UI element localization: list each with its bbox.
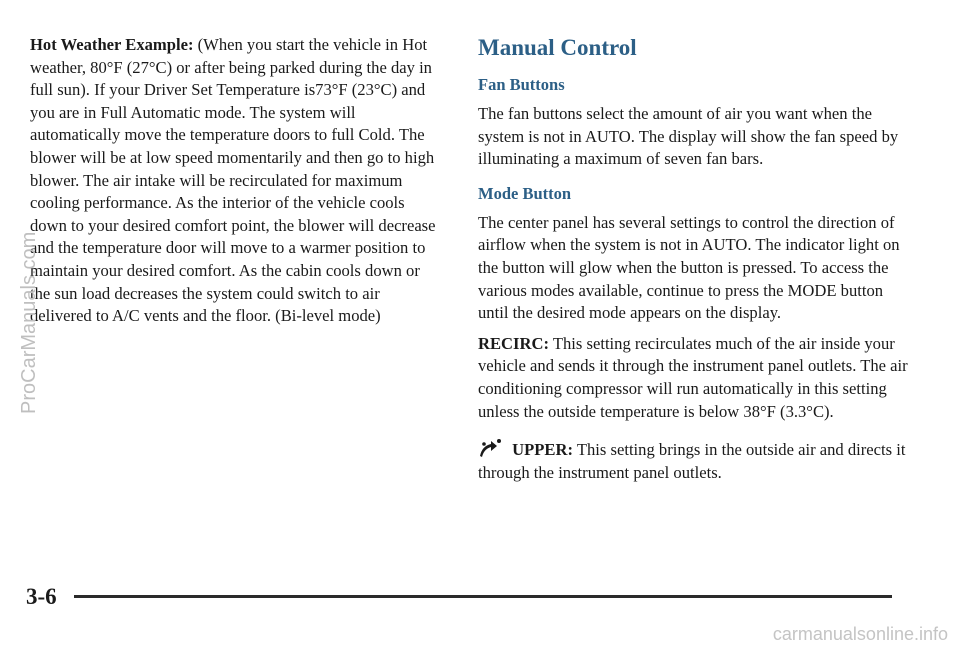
page-number: 3-6 (26, 584, 57, 609)
upper-paragraph (478, 437, 908, 484)
mode-button-paragraph: The center panel has several settings to control the direction of airflow when the system is not in AUTO. The indicator light on the button will glow when the button is pressed. To access the various modes available, continue to press the MODE button until the desired mode appears on the display. (478, 212, 900, 323)
right-column (478, 34, 908, 484)
manual-control-heading: Manual Control (478, 35, 637, 60)
upper-lead: UPPER: (512, 440, 573, 460)
fan-buttons-paragraph: The fan buttons select the amount of air you want when the system is not in AUTO. The display will show the fan speed by illuminating a maximum of seven fan bars. (478, 104, 899, 169)
hot-weather-paragraph (30, 34, 440, 328)
recirc-body: This setting recirculates much of the air inside your vehicle and sends it through the instrument panel outlets. The air conditioning compressor will run automatically in this setting unless the outside temperature is below 38°F (3.3°C). (478, 333, 908, 421)
upper-vent-icon (478, 437, 504, 459)
left-column (30, 34, 440, 328)
bottom-watermark: carmanualsonline.info (772, 624, 948, 644)
hot-weather-body: (When you start the vehicle in Hot weather, 80°F (27°C) or after being parked during the day in full sun). If your Driver Set Temperature is73°F (23°C) and you are in Full Automatic mode. The system will automatically move the temperature doors to full Cold. The blower will be at low speed momentarily and then go to high blower. The air intake will be recirculated for maximum cooling performance. As the interior of the vehicle cools down to your desired comfort point, the blower will decrease and the temperature door will move to a warmer position to maintain your desired comfort. As the cabin cools down or the sun load decreases the system could switch to air delivered to A/C vents and the floor. (Bi-level mode) (30, 35, 436, 326)
mode-button-heading: Mode Button (478, 183, 572, 203)
hot-weather-lead: Hot Weather Example: (30, 35, 194, 54)
side-watermark: ProCarManuals.com (18, 231, 40, 414)
footer-rule (74, 595, 892, 598)
recirc-lead: RECIRC: (478, 333, 549, 353)
recirc-paragraph (478, 333, 908, 423)
upper-body: This setting brings in the outside air and directs it through the instrument panel outlets. (478, 440, 906, 482)
fan-buttons-heading: Fan Buttons (478, 75, 565, 94)
